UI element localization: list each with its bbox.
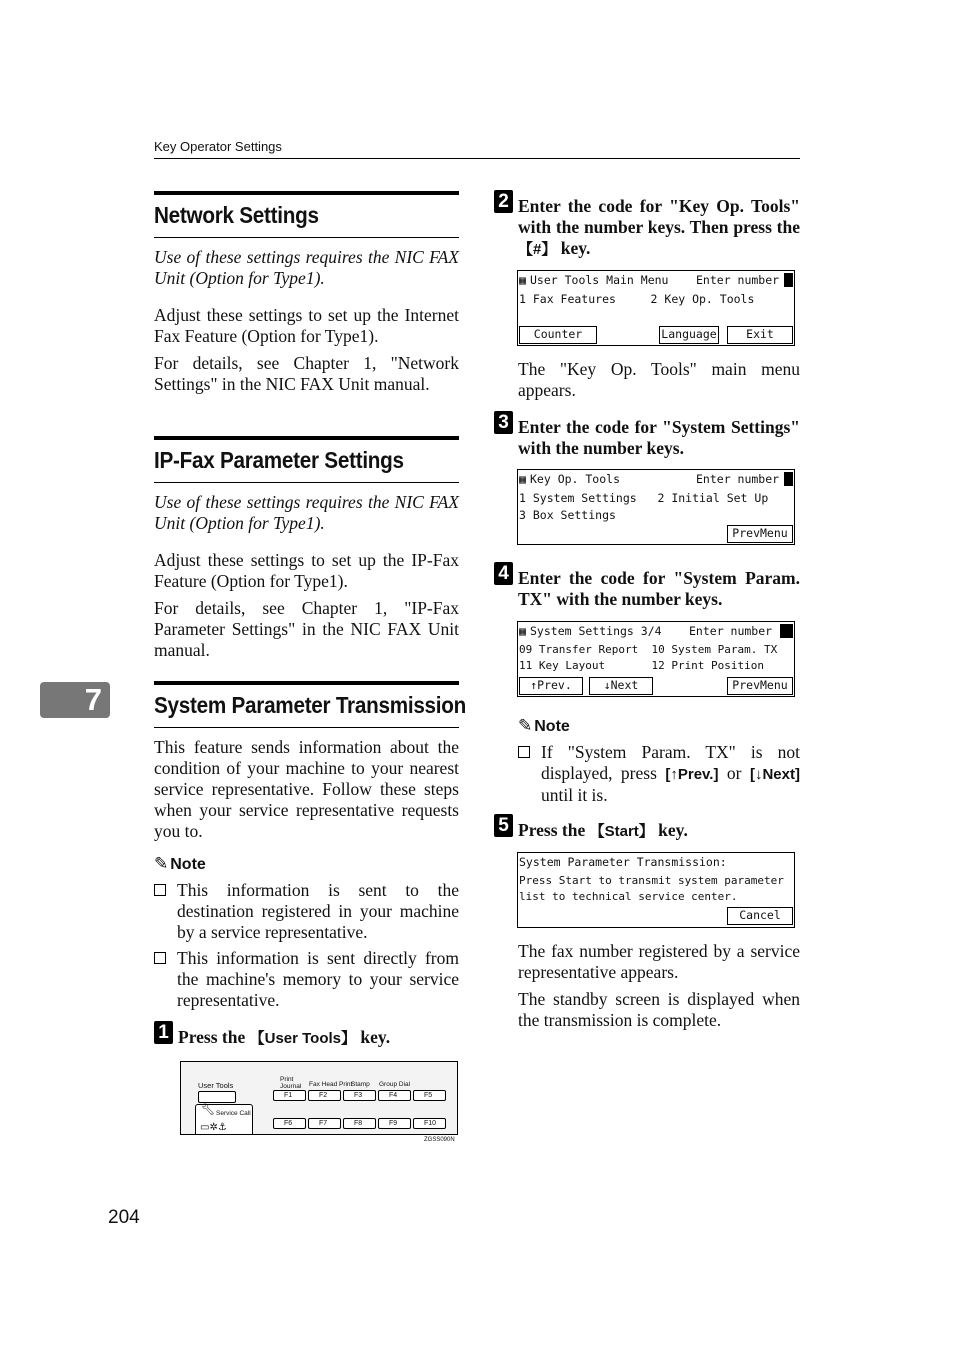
step-5-result-1: The fax number registered by a service representative appears. — [518, 941, 800, 982]
step-3-text: Enter the code for "System Settings" with the number keys. — [518, 417, 800, 458]
lcd-title: User Tools Main Menu — [530, 273, 669, 287]
start-key: 【Start】 — [589, 823, 654, 840]
lcd-cursor — [784, 273, 793, 287]
lcd-prompt: Enter number — [696, 472, 780, 486]
pencil-icon: ✎ — [518, 716, 533, 735]
step-2-result: The "Key Op. Tools" main menu appears. — [518, 359, 800, 400]
note-label: Note — [534, 718, 570, 735]
group-dial-label: Group Dial — [379, 1081, 411, 1088]
ipfax-heading: IP-Fax Parameter Settings — [154, 447, 404, 473]
step-5-text: Press the 【Start】 key. — [518, 820, 688, 840]
next-button[interactable]: ↓Next — [589, 677, 653, 695]
lcd-line: list to technical service center. — [519, 890, 738, 903]
lcd-line: Press Start to transmit system parameter — [519, 874, 784, 887]
lcd-menu-icon: ▦ — [519, 273, 526, 287]
prev-key: [↑Prev.] — [665, 766, 719, 783]
counter-button[interactable]: Counter — [519, 326, 597, 344]
function-key: F2 — [308, 1090, 341, 1101]
section-rule-top — [154, 681, 459, 685]
step-number: 2 — [494, 190, 513, 213]
prev-menu-button[interactable]: PrevMenu — [727, 677, 793, 695]
operation-panel-illustration — [180, 1061, 458, 1135]
lcd-user-tools-main-menu — [517, 270, 795, 346]
note-heading — [518, 716, 570, 736]
section-rule-top — [154, 436, 459, 440]
step-number: 1 — [154, 1021, 173, 1044]
function-key: F6 — [273, 1118, 306, 1129]
page-number: 204 — [108, 1207, 140, 1228]
print-journal-label: Print Journal — [280, 1076, 302, 1090]
exit-button[interactable]: Exit — [727, 326, 793, 344]
user-tools-key: 【User Tools】 — [249, 1030, 357, 1047]
lcd-title: Key Op. Tools — [530, 472, 621, 486]
language-button[interactable]: Language — [659, 326, 719, 344]
lcd-prompt: Enter number — [689, 624, 773, 638]
ipfax-paragraph-1: Adjust these settings to set up the IP-Fax Feature (Option for Type1). — [154, 550, 459, 591]
note-item — [518, 742, 800, 806]
lcd-system-parameter-transmission — [517, 852, 795, 928]
sysparam-heading: System Parameter Transmission — [154, 692, 467, 718]
step-number: 4 — [494, 562, 513, 585]
illustration-code: ZGSS090N — [424, 1137, 455, 1143]
ipfax-paragraph-2: For details, see Chapter 1, "IP-Fax Parameter Settings" in the NIC FAX Unit manual. — [154, 598, 459, 660]
sysparam-intro: This feature sends information about the condition of your machine to your nearest service representative. Follow these steps when your service representative requests you to. — [154, 737, 459, 841]
note-item — [154, 948, 459, 1011]
function-key: F5 — [413, 1090, 446, 1101]
lcd-prompt: Enter number — [696, 273, 780, 287]
stamp-label: Stamp — [351, 1081, 370, 1088]
note-text: This information is sent directly from the machine's memory to your service representative. — [177, 948, 459, 1010]
function-key: F8 — [343, 1118, 376, 1129]
fax-head-print-label: Fax Head Print — [309, 1081, 353, 1088]
header-rule — [154, 158, 800, 159]
checkbox-bullet-icon — [518, 746, 530, 758]
chapter-tab: 7 — [40, 682, 110, 718]
note-text: If "System Param. TX" is not displayed, press [↑Prev.] or [↓Next] until it is. — [541, 742, 800, 805]
lcd-cursor — [784, 472, 793, 486]
lcd-title: System Settings 3/4 — [530, 624, 662, 638]
step-number: 3 — [494, 411, 513, 434]
lcd-menu-icon: ▦ — [519, 472, 526, 486]
function-key: F9 — [378, 1118, 411, 1129]
section-rule-bottom — [154, 727, 459, 728]
step-5-result-2: The standby screen is displayed when the transmission is complete. — [518, 989, 800, 1030]
hash-key: 【#】 — [518, 241, 557, 258]
step-4-text: Enter the code for "System Param. TX" with the number keys. — [518, 568, 800, 609]
section-rule-top — [154, 191, 459, 195]
step-1-text: Press the 【User Tools】 key. — [178, 1027, 391, 1047]
wrench-icon: 🔧︎ — [201, 1104, 215, 1116]
note-text: This information is sent to the destination registered in your machine by a service representative. — [177, 880, 459, 942]
lcd-line: 1 System Settings 2 Initial Set Up — [519, 491, 769, 505]
function-key: F3 — [343, 1090, 376, 1101]
user-tools-button — [198, 1091, 236, 1103]
network-settings-heading: Network Settings — [154, 202, 319, 228]
lcd-line: 09 Transfer Report 10 System Param. TX — [519, 643, 778, 656]
lcd-key-op-tools — [517, 469, 795, 545]
note-item — [154, 880, 459, 943]
lcd-title: System Parameter Transmission: — [519, 855, 727, 869]
note-label: Note — [170, 856, 206, 873]
service-call-label: Service Call — [216, 1110, 251, 1117]
user-tools-label: User Tools — [198, 1081, 234, 1090]
note-heading — [154, 854, 206, 874]
lcd-line: 3 Box Settings — [519, 508, 616, 522]
lcd-line: 1 Fax Features 2 Key Op. Tools — [519, 292, 755, 306]
lcd-menu-icon: ▦ — [519, 624, 526, 638]
network-paragraph-2: For details, see Chapter 1, "Network Settings" in the NIC FAX Unit manual. — [154, 353, 459, 394]
checkbox-bullet-icon — [154, 952, 166, 964]
section-rule-bottom — [154, 482, 459, 483]
step-number: 5 — [494, 814, 513, 837]
function-key: F10 — [413, 1118, 446, 1129]
network-paragraph-1: Adjust these settings to set up the Internet Fax Feature (Option for Type1). — [154, 305, 459, 346]
function-key: F7 — [308, 1118, 341, 1129]
function-key: F1 — [273, 1090, 306, 1101]
function-key: F4 — [378, 1090, 411, 1101]
next-key: [↓Next] — [749, 766, 800, 783]
lcd-cursor — [780, 624, 793, 638]
running-header: Key Operator Settings — [154, 139, 282, 154]
network-note: Use of these settings requires the NIC FAX Unit (Option for Type1). — [154, 247, 459, 288]
pencil-icon: ✎ — [154, 854, 169, 873]
prev-button[interactable]: ↑Prev. — [519, 677, 583, 695]
lcd-line: 11 Key Layout 12 Print Position — [519, 659, 765, 672]
prev-menu-button[interactable]: PrevMenu — [727, 525, 793, 543]
section-rule-bottom — [154, 237, 459, 238]
step-2-text: Enter the code for "Key Op. Tools" with the number keys. Then press the 【#】 key. — [518, 196, 800, 258]
status-icons: ▭✲⚓︎ — [200, 1122, 227, 1133]
lcd-system-settings — [517, 621, 795, 697]
checkbox-bullet-icon — [154, 884, 166, 896]
cancel-button[interactable]: Cancel — [727, 907, 793, 925]
ipfax-note: Use of these settings requires the NIC FAX Unit (Option for Type1). — [154, 492, 459, 533]
